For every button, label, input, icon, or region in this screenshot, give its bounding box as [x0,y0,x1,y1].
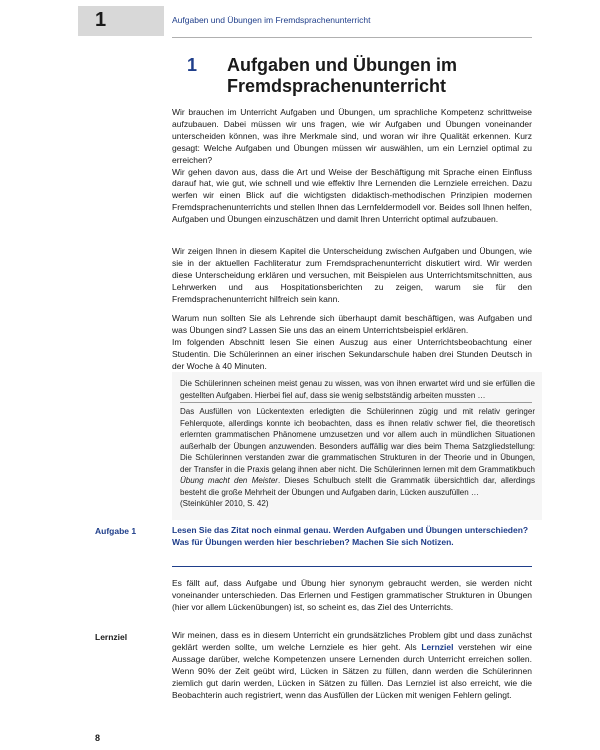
quote-paragraph [180,406,535,510]
running-title: Aufgaben und Übungen im Fremdsprachenunterricht [172,15,371,25]
term-highlight: Lernziel [421,641,454,652]
chapter-marker-box [78,6,164,36]
task-text: Lesen Sie das Zitat noch einmal genau. Werden Aufgaben und Übungen unterschieden? Was für Übungen werden hier beschrieben? Machen Sie sich Notizen. [172,525,529,547]
paragraph: Wir gehen davon aus, dass die Art und Weise der Beschäftigung mit Sprache einen Einfluss darauf hat, wie gut, wie schnell und wie effektiv Ihre Lernenden die Lernziele erreichen. Dazu werfen wir einen Blick auf die wichtigsten didaktisch-methodischen Prinzipien modernen Fremdsprachenunterrichts und stellen Ihnen das Lernfeldermodell vor. Beides soll Ihnen helfen, Aufgaben und Übungen einzuschätzen und damit Ihren Unterricht optimal aufzubauen. [172,166,532,225]
paragraph: Wir zeigen Ihnen in diesem Kapitel die Unterscheidung zwischen Aufgaben und Übungen, wie sie in der aktuellen Fachliteratur zum Fremdsprachenunterricht diskutiert wird. Wir werden diese Unterscheidung erklären und versuchen, mit Beispielen aus Unterrichtsmitschnitten, aus Lehrwerken und aus Hospitationsberichten zu zeigen, warum sie für den Fremdsprachenunterricht hilfreich sein kann. [172,246,532,304]
paragraph: Wir brauchen im Unterricht Aufgaben und Übungen, um sprachliche Kompetenz schrittweise aufzubauen. Dabei müssen wir uns fragen, wie wir Aufgaben und Übungen voneinander unterscheiden können, was ihre Merkmale sind, und woran wir ihre Qualität erkennen. Kurz gesagt: Welche Aufgaben und Übungen müssen wir auswählen, um ein Lernziel optimal zu erreichen? [172,107,532,165]
page-header [0,0,600,38]
quote-paragraph [180,378,535,401]
lernziel-section [172,630,532,701]
task-label: Aufgabe 1 [95,526,137,536]
header-divider [172,37,532,38]
page-number: 8 [95,733,101,743]
paragraph: Im folgenden Abschnitt lesen Sie einen Auszug aus einer Unterrichtsbeobachtung einer Studentin. Die Schülerinnen an einer irischen Sekundarschule haben drei Stunden Deutsch in der Woche à 40 Minuten. [172,336,532,371]
task-divider [172,566,532,567]
margin-label-lernziel: Lernziel [95,632,128,642]
chapter-title: Aufgaben und Übungen im Fremdsprachenunterricht [227,55,457,96]
quote-source: (Steinkühler 2010, S. 42) [180,499,269,508]
paragraph: Warum nun sollten Sie als Lehrende sich überhaupt damit beschäftigen, was Aufgaben und was Übungen sind? Lassen Sie uns das an einem Unterrichtsbeispiel erklären. [172,313,532,335]
quote-text [180,406,535,498]
paragraph-block [172,313,532,373]
paragraph-block [172,578,532,614]
book-title: Übung macht den Meister [180,476,278,485]
header-chapter-number: 1 [95,9,107,31]
paragraph: Es fällt auf, dass Aufgabe und Übung hier synonym gebraucht werden, sie werden nicht voneinander unterschieden. Das Erlernen und Festigen grammatischer Strukturen in Übungen (hier vor allem Lückenübungen) ist, so scheint es, das Ziel des Unterrichts. [172,578,532,612]
quote-text-part: Das Ausfüllen von Lückentexten erledigten die Schülerinnen zügig und mit relativ geringer Fehlerquote, allerdings konnte ich beobachten, dass es ihnen relativ schwer fiel, die theoretisch erlernten grammatischen Phänomene umzusetzen und vor allem auch in mündlichen Situationen außerhalb der Übungen anzuwenden. Besonders auffällig war dies beim Thema Satzgliedstellung: Die Schülerinnen verstanden zwar die grammatischen Strukturen in der Theorie und in Übungen, der Transfer in die Praxis gelang ihnen aber nicht. Die Schülerinnen lernen mit dem Grammatikbuch [180,407,535,474]
paragraph-part: Wir meinen, dass es in diesem Unterricht ein grundsätzliches Problem gibt und dass zunächst geklärt werden sollte, um welche Lernziele es hier geht. Als [172,630,532,652]
paragraph-block [172,246,532,306]
intro-section [172,107,532,226]
quote-text: Die Schülerinnen scheinen meist genau zu wissen, was von ihnen erwartet wird und sie erfüllen die gestellten Aufgaben. Hierbei fiel auf, dass sie wenig selbstständig arbeiten mussten … [180,379,535,400]
paragraph-part: verstehen wir eine Aussage darüber, welche Kompetenzen unsere Lernenden durch Unterricht erreichen sollen. Wenn 90% der Zeit geübt wird, Lücken in Sätzen zu füllen, dann werden die Schülerinnen ziemlich gut darin werden, Lücken in Sätzen zu füllen. Das Lernziel ist also erreicht, wie die Beobachterin auch registriert, wenn das Ausfüllen der Lücken mit wenigen Fehlern gelingt. [172,641,532,700]
quote-text-part: . Dieses Schulbuch stellt die Grammatik übersichtlich dar, allerdings besteht die große Mehrheit der Übungen und Aufgaben darin, Lücken auszufüllen … [180,476,535,497]
paragraph [172,630,532,701]
chapter-title-number: 1 [187,55,198,75]
quote-divider [180,402,532,403]
